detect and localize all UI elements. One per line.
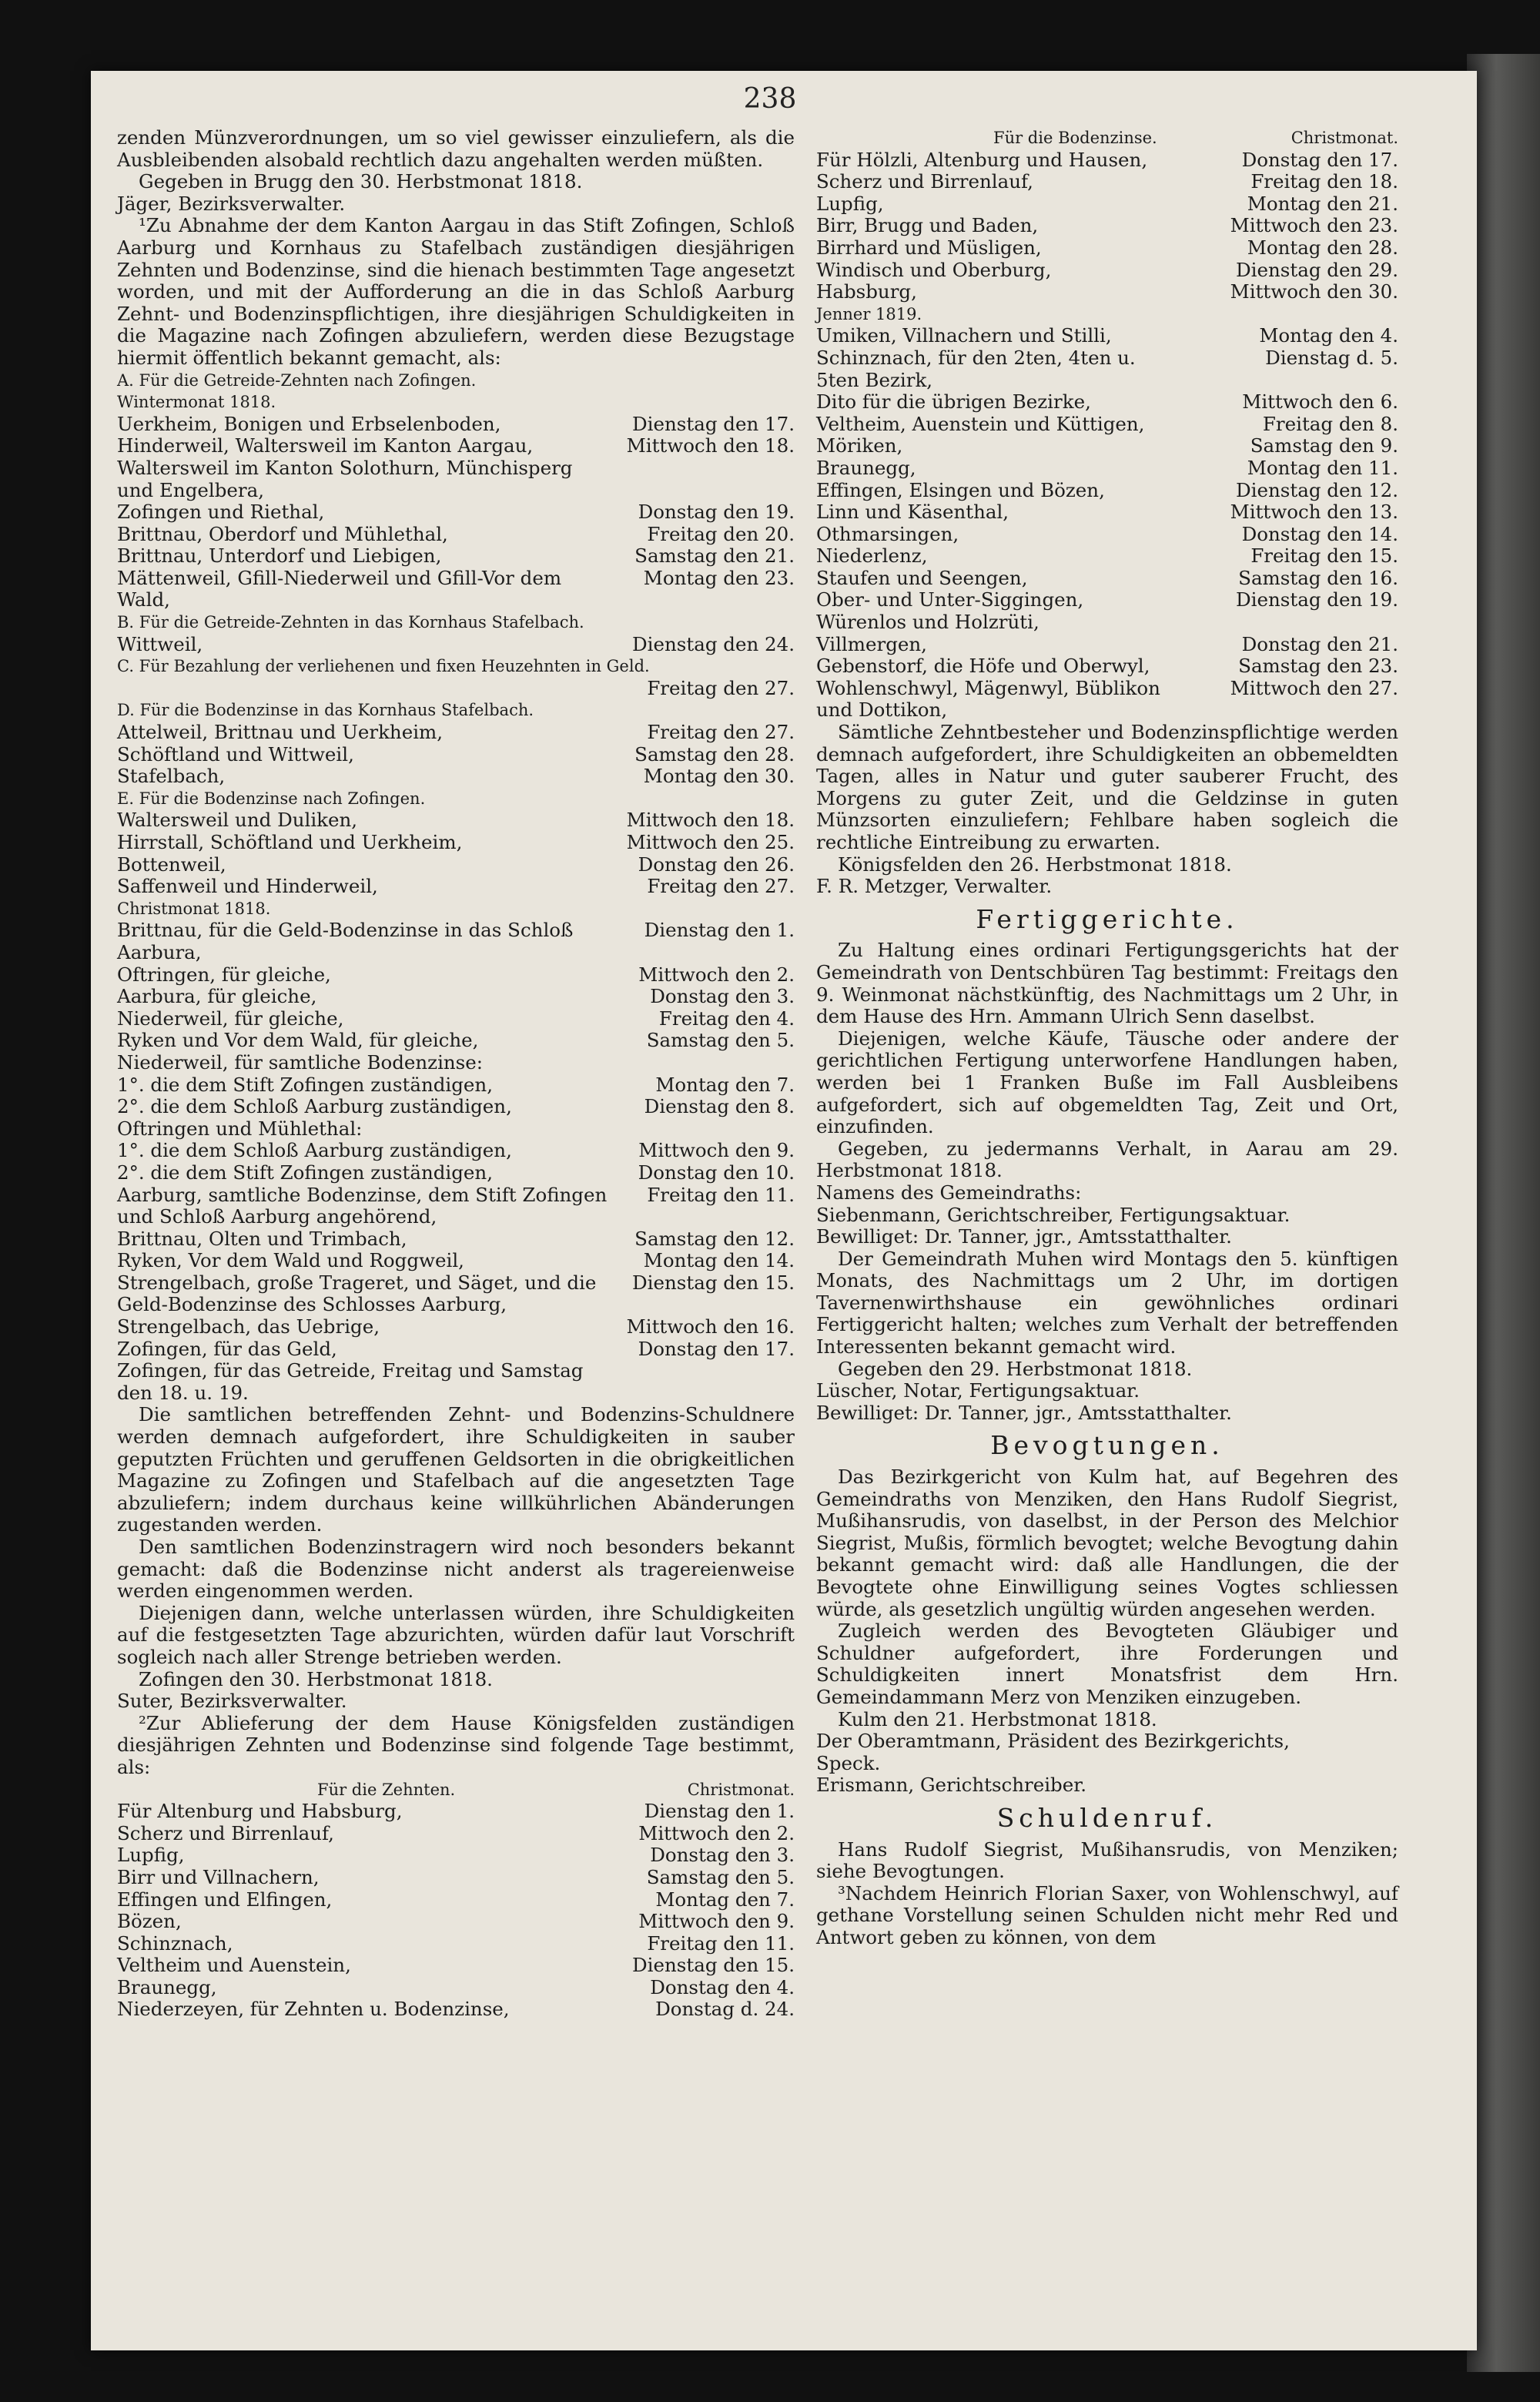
schedule-c bbox=[117, 678, 795, 700]
schedule-row bbox=[117, 634, 795, 656]
schedule-row bbox=[816, 501, 1398, 524]
place-names: Veltheim, Auenstein und Küttigen, bbox=[816, 412, 1145, 435]
paragraph: Sämtliche Zehntbesteher und Bodenzinspflichtige werden demnach aufgefordert, ihre Schuldigkeiten an obbemeldten Tagen, alles in Natur und guter sauberer Frucht, des Morgens zu guter Zeit, und die Geldzinse in guten Münzsorten einzuliefern; Fehlbare haben sogleich die rechtliche Eintreibung zu erwarten. bbox=[816, 721, 1398, 853]
collection-date: Donstag den 26. bbox=[638, 853, 795, 876]
collection-date: Dienstag den 17. bbox=[632, 412, 795, 435]
schedule-bodenzinse bbox=[816, 149, 1398, 303]
schedule-row bbox=[117, 964, 795, 987]
schedule-row bbox=[816, 171, 1398, 193]
paragraph: Die samtlichen betreffenden Zehnt- und Bodenzins-Schuldnere werden demnach aufgefordert, ihre Schuldigkeiten in sauber geputzten Früchten und geruffenen Geldsorten in die obrigkeitlichen Magazine zu Zofingen und Stafelbach auf die angesetzten Tage abzuliefern; indem durchaus keine willkührlichen Abänderungen zugestanden werden. bbox=[117, 1403, 795, 1536]
place-names: Bözen, bbox=[117, 1910, 182, 1933]
approval: Bewilliget: Dr. Tanner, jgr., Amtsstatthalter. bbox=[816, 1401, 1232, 1424]
place-names: Uerkheim, Bonigen und Erbselenboden, bbox=[117, 412, 501, 435]
collection-date: Samstag den 23. bbox=[1238, 655, 1398, 678]
place-names: 2°. die dem Stift Zofingen zuständigen, bbox=[117, 1161, 493, 1184]
collection-date: Mittwoch den 27. bbox=[1230, 676, 1398, 699]
collection-date: Dienstag den 24. bbox=[632, 632, 795, 655]
place-names: Habsburg, bbox=[816, 280, 917, 303]
place-names: Lupfig, bbox=[816, 192, 884, 215]
collection-date: Mittwoch den 13. bbox=[1230, 501, 1398, 524]
schedule-row bbox=[117, 1096, 795, 1118]
paragraph: Gegeben, zu jedermanns Verhalt, in Aarau am 29. Herbstmonat 1818. bbox=[816, 1137, 1398, 1182]
column-header: Für die Zehnten. bbox=[317, 1780, 456, 1799]
schedule-row bbox=[117, 678, 795, 700]
place-names: Hinderweil, Waltersweil im Kanton Aargau, Waltersweil im Kanton Solothurn, Münchisperg und Engelbera, bbox=[117, 434, 573, 501]
schedule-row bbox=[816, 149, 1398, 172]
collection-date: Mittwoch den 2. bbox=[638, 963, 795, 986]
table-header bbox=[816, 127, 1398, 149]
schedule-row bbox=[816, 568, 1398, 590]
schedule-row bbox=[117, 1250, 795, 1272]
schedule-row bbox=[816, 193, 1398, 216]
paragraph: Der Gemeindrath Muhen wird Montags den 5. künftigen Monats, des Nachmittags um 2 Uhr, im dortigen Tavernenwirthshause ein gewöhnliches ordinari Fertiggericht halten; welches zum Verhalt der betreffenden Interessenten bekannt gemacht wird. bbox=[816, 1247, 1398, 1358]
collection-date: Donstag den 21. bbox=[1241, 632, 1398, 655]
place-names: Scherz und Birrenlauf, bbox=[117, 1821, 334, 1844]
schedule-row bbox=[816, 545, 1398, 568]
schedule-row bbox=[117, 1977, 795, 1999]
schedule-row bbox=[117, 854, 795, 876]
collection-date: Donstag den 17. bbox=[1241, 148, 1398, 171]
collection-date: Montag den 4. bbox=[1259, 324, 1398, 347]
schedule-row bbox=[117, 1338, 795, 1361]
collection-date: Mittwoch den 25. bbox=[626, 831, 795, 853]
schedule-row bbox=[816, 391, 1398, 414]
paragraph: Das Bezirkgericht von Kulm hat, auf Begehren des Gemeindraths von Menziken, den Hans Rudolf Siegrist, Mußihansrudis, von daselbst, in der Person des Melchior Siegrist, Mußis, förmlich bevogtet; welche Bevogtung dahin bekannt gemacht wird: daß alle Handlungen, die der Bevogtete ohne Einwilligung seines Vogtes schliessen würde, als gesetzlich ungültig würden angesehen werden. bbox=[816, 1466, 1398, 1620]
schedule-row bbox=[117, 435, 795, 501]
place-names: Othmarsingen, bbox=[816, 522, 959, 545]
schedule-row bbox=[117, 1052, 795, 1074]
dated-line: Gegeben in Brugg den 30. Herbstmonat 1818. bbox=[139, 170, 583, 193]
collection-date: Mittwoch den 18. bbox=[626, 809, 795, 832]
month-label: Wintermonat 1818. bbox=[117, 393, 276, 412]
collection-date: Freitag den 27. bbox=[647, 721, 795, 744]
place-names: Gebenstorf, die Höfe und Oberwyl, bbox=[816, 655, 1150, 678]
schedule-row bbox=[117, 744, 795, 766]
collection-date: Freitag den 27. bbox=[647, 676, 795, 699]
place-names: Staufen und Seengen, bbox=[816, 566, 1028, 589]
right-column bbox=[816, 127, 1398, 1949]
schedule-row bbox=[117, 1801, 795, 1823]
approval: Bewilliget: Dr. Tanner, jgr., Amtsstatthalter. bbox=[816, 1225, 1232, 1248]
collection-date: Dienstag d. 5. bbox=[1265, 346, 1398, 369]
collection-date: Freitag den 4. bbox=[658, 1007, 795, 1030]
schedule-row bbox=[117, 722, 795, 744]
place-names: Niederlenz, bbox=[816, 544, 928, 568]
schedule-row bbox=[117, 414, 795, 436]
section-heading-d: D. Für die Bodenzinse in das Kornhaus Stafelbach. bbox=[117, 701, 534, 720]
dated-line: Zofingen den 30. Herbstmonat 1818. bbox=[139, 1667, 493, 1690]
collection-date: Donstag den 4. bbox=[650, 1975, 795, 1998]
dated-line: Kulm den 21. Herbstmonat 1818. bbox=[838, 1707, 1157, 1730]
place-names: Ryken, Vor dem Wald und Roggweil, bbox=[117, 1249, 464, 1272]
collection-date: Samstag den 5. bbox=[646, 1865, 795, 1888]
place-names: Schöftland und Wittweil, bbox=[117, 742, 354, 765]
collection-date: Freitag den 15. bbox=[1250, 544, 1398, 568]
collection-date: Samstag den 5. bbox=[646, 1029, 795, 1052]
collection-date: Montag den 30. bbox=[643, 765, 795, 788]
schedule-row bbox=[816, 347, 1398, 391]
place-names: Brittnau, Unterdorf und Liebigen, bbox=[117, 544, 442, 568]
section-heading-a: A. Für die Getreide-Zehnten nach Zofingen. bbox=[117, 370, 477, 390]
place-names: Windisch und Oberburg, bbox=[816, 258, 1052, 281]
schedule-row bbox=[816, 589, 1398, 633]
place-names: Zofingen, für das Geld, bbox=[117, 1337, 337, 1360]
schedule-row bbox=[816, 435, 1398, 457]
collection-date: Freitag den 27. bbox=[647, 875, 795, 898]
schedule-row bbox=[117, 524, 795, 546]
column-header: Für die Bodenzinse. bbox=[993, 129, 1157, 147]
place-names: Birr und Villnachern, bbox=[117, 1865, 320, 1888]
collection-date: Mittwoch den 18. bbox=[626, 434, 795, 457]
place-names: Waltersweil und Duliken, bbox=[117, 809, 358, 832]
schedule-row bbox=[117, 1272, 795, 1316]
schedule-row bbox=[117, 1184, 795, 1228]
notice-koenigsfelden: ²Zur Ablieferung der dem Hause Königsfelden zuständigen diesjährigen Zehnten und Bodenzinse sind folgende Tage bestimmt, als: bbox=[117, 1711, 795, 1778]
collection-date: Mittwoch den 2. bbox=[638, 1821, 795, 1844]
place-names: Niederzeyen, für Zehnten u. Bodenzinse, bbox=[117, 1998, 510, 2021]
collection-date: Donstag den 19. bbox=[638, 501, 795, 524]
place-names: Möriken, bbox=[816, 434, 903, 457]
collection-date: Dienstag den 8. bbox=[644, 1095, 795, 1118]
schedule-row bbox=[816, 480, 1398, 502]
place-names: Hirrstall, Schöftland und Uerkheim, bbox=[117, 831, 463, 853]
table-header bbox=[117, 1779, 795, 1801]
heading-fertiggerichte: Fertiggerichte. bbox=[976, 903, 1239, 934]
schedule-row bbox=[117, 1316, 795, 1338]
notice-zofingen: ¹Zu Abnahme der dem Kanton Aargau in das Stift Zofingen, Schloß Aarburg und Kornhaus zu Stafelbach zuständigen diesjährigen Zehnten und Bodenzinse, sind die hienach bestimmten Tage angesetzt worden, und mit der Aufforderung an die in das Schloß Aarburg Zehnt- und Bodenzinspflichtigen, ihre diesjährigen Schuldigkeiten in die Magazine nach Zofingen abzuliefern, werden diese Bezugstage hiermit öffentlich bekannt gemacht, als: bbox=[117, 214, 795, 369]
schedule-row bbox=[117, 986, 795, 1008]
schedule-row bbox=[117, 1360, 795, 1404]
collection-date: Dienstag den 1. bbox=[644, 1800, 795, 1823]
schedule-row bbox=[117, 1008, 795, 1030]
schedule-row bbox=[117, 1844, 795, 1867]
paragraph: Den samtlichen Bodenzinstragern wird noch besonders bekannt gemacht: daß die Bodenzinse nicht anderst als tragereienweise werden eingenommen werden. bbox=[117, 1536, 795, 1603]
place-names: Braunegg, bbox=[816, 456, 916, 479]
signature: Speck. bbox=[816, 1751, 881, 1774]
collection-date: Mittwoch den 30. bbox=[1230, 280, 1398, 303]
signature: Jäger, Bezirksverwalter. bbox=[117, 192, 346, 215]
heading-bevogtungen: Bevogtungen. bbox=[990, 1430, 1224, 1461]
paragraph: ³Nachdem Heinrich Florian Saxer, von Wohlenschwyl, auf gethane Vorstellung seinen Schulden nicht mehr Red und Antwort geben zu können, von dem bbox=[816, 1881, 1398, 1948]
place-names: Linn und Käsenthal, bbox=[816, 501, 1009, 524]
collection-date: Samstag den 16. bbox=[1238, 566, 1398, 589]
place-names: Niederweil, für gleiche, bbox=[117, 1007, 344, 1030]
place-names: Oftringen und Mühlethal: bbox=[117, 1117, 363, 1140]
signature: Der Oberamtmann, Präsident des Bezirkgerichts, bbox=[816, 1730, 1290, 1753]
paragraph: Hans Rudolf Siegrist, Mußihansrudis, von Menziken; siehe Bevogtungen. bbox=[816, 1838, 1398, 1883]
schedule-row bbox=[117, 1955, 795, 1977]
collection-date: Dienstag den 12. bbox=[1236, 478, 1398, 501]
place-names: Zofingen, für das Getreide, Freitag und Samstag den 18. u. 19. bbox=[117, 1359, 584, 1404]
place-names: Villmergen, bbox=[816, 632, 927, 655]
place-names: Schinznach, für den 2ten, 4ten u. 5ten Bezirk, bbox=[816, 346, 1136, 391]
collection-date: Mittwoch den 6. bbox=[1242, 390, 1398, 414]
collection-date: Donstag den 3. bbox=[650, 985, 795, 1008]
collection-date: Mittwoch den 9. bbox=[638, 1139, 795, 1162]
schedule-row bbox=[816, 260, 1398, 282]
schedule-row bbox=[816, 215, 1398, 237]
place-names: Lupfig, bbox=[117, 1844, 185, 1867]
collection-date: Montag den 28. bbox=[1247, 236, 1398, 259]
schedule-b bbox=[117, 634, 795, 656]
collection-date: Mittwoch den 16. bbox=[626, 1315, 795, 1338]
schedule-row bbox=[117, 1162, 795, 1184]
collection-date: Freitag den 11. bbox=[647, 1183, 795, 1206]
collection-date: Montag den 21. bbox=[1247, 192, 1398, 215]
schedule-row bbox=[117, 1823, 795, 1845]
intro-text: zenden Münzverordnungen, um so viel gewisser einzuliefern, als die Ausbleibenden alsobald rechtlich dazu angehalten werden müßten. bbox=[117, 126, 795, 171]
collection-date: Samstag den 28. bbox=[634, 742, 795, 765]
collection-date: Montag den 23. bbox=[643, 566, 795, 589]
signature: Erismann, Gerichtschreiber. bbox=[816, 1774, 1087, 1797]
place-names: Brittnau, für die Geld-Bodenzinse in das Schloß Aarbura, bbox=[117, 919, 574, 963]
place-names: Strengelbach, das Uebrige, bbox=[117, 1315, 380, 1338]
collection-date: Mittwoch den 9. bbox=[638, 1910, 795, 1933]
schedule-row bbox=[117, 1933, 795, 1955]
place-names: Für Hölzli, Altenburg und Hausen, bbox=[816, 148, 1148, 171]
signature: F. R. Metzger, Verwalter. bbox=[816, 875, 1053, 898]
schedule-row bbox=[816, 655, 1398, 678]
collection-date: Donstag den 3. bbox=[650, 1844, 795, 1867]
collection-date: Montag den 11. bbox=[1247, 456, 1398, 479]
collection-date: Samstag den 21. bbox=[634, 544, 795, 568]
schedule-row bbox=[117, 1998, 795, 2021]
place-names: Birr, Brugg und Baden, bbox=[816, 214, 1039, 237]
signature: Lüscher, Notar, Fertigungsaktuar. bbox=[816, 1379, 1140, 1402]
section-heading-e: E. Für die Bodenzinse nach Zofingen. bbox=[117, 789, 426, 808]
collection-date: Montag den 7. bbox=[655, 1073, 795, 1096]
schedule-row bbox=[117, 568, 795, 611]
place-names: Braunegg, bbox=[117, 1975, 217, 1998]
place-names: Brittnau, Olten und Trimbach, bbox=[117, 1227, 407, 1250]
schedule-row bbox=[117, 501, 795, 524]
schedule-jenner bbox=[816, 325, 1398, 722]
paragraph: Gegeben den 29. Herbstmonat 1818. bbox=[838, 1357, 1193, 1380]
place-names: Für Altenburg und Habsburg, bbox=[117, 1800, 403, 1823]
place-names: Effingen, Elsingen und Bözen, bbox=[816, 478, 1105, 501]
schedule-row bbox=[117, 1867, 795, 1889]
collection-date: Donstag d. 24. bbox=[655, 1998, 795, 2021]
schedule-e2 bbox=[117, 920, 795, 1404]
section-heading-b: B. Für die Getreide-Zehnten in das Kornhaus Stafelbach. bbox=[117, 613, 584, 632]
place-names: Wohlenschwyl, Mägenwyl, Büblikon und Dottikon, bbox=[816, 676, 1160, 722]
schedule-row bbox=[117, 1911, 795, 1933]
collection-date: Samstag den 12. bbox=[634, 1227, 795, 1250]
place-names: Stafelbach, bbox=[117, 765, 226, 788]
dated-line: Königsfelden den 26. Herbstmonat 1818. bbox=[838, 853, 1232, 876]
schedule-row bbox=[117, 1140, 795, 1162]
place-names: Dito für die übrigen Bezirke, bbox=[816, 390, 1091, 414]
month-label: Christmonat 1818. bbox=[117, 899, 271, 918]
collection-date: Freitag den 18. bbox=[1250, 170, 1398, 193]
schedule-d bbox=[117, 722, 795, 788]
collection-date: Montag den 7. bbox=[655, 1888, 795, 1911]
schedule-row bbox=[816, 634, 1398, 656]
schedule-a bbox=[117, 414, 795, 611]
signature: Suter, Bezirksverwalter. bbox=[117, 1690, 347, 1713]
page-number: 238 bbox=[743, 83, 797, 115]
collection-date: Dienstag den 1. bbox=[644, 919, 795, 942]
month-label: Jenner 1819. bbox=[816, 304, 922, 323]
schedule-row bbox=[117, 809, 795, 832]
collection-date: Dienstag den 19. bbox=[1236, 588, 1398, 611]
place-names: Brittnau, Oberdorf und Mühlethal, bbox=[117, 522, 448, 545]
schedule-row bbox=[117, 876, 795, 898]
schedule-row bbox=[816, 281, 1398, 303]
schedule-row bbox=[117, 545, 795, 568]
paragraph: Zu Haltung eines ordinari Fertigungsgerichts hat der Gemeindrath von Dentschbüren Tag bestimmt: Freitags den 9. Weinmonat nächstkünftig, des Nachmittags um 2 Uhr, in dem Hause des Hrn. Ammann Ulrich Senn daselbst. bbox=[816, 939, 1398, 1028]
place-names: 2°. die dem Schloß Aarburg zuständigen, bbox=[117, 1095, 512, 1118]
signature: Siebenmann, Gerichtschreiber, Fertigungsaktuar. bbox=[816, 1203, 1291, 1226]
section-heading-c: C. Für Bezahlung der verliehenen und fixen Heuzehnten in Geld. bbox=[117, 657, 650, 676]
collection-date: Donstag den 14. bbox=[1241, 522, 1398, 545]
place-names: Oftringen, für gleiche, bbox=[117, 963, 331, 986]
place-names: Effingen und Elfingen, bbox=[117, 1888, 333, 1911]
paragraph: Diejenigen, welche Käufe, Täusche oder andere der gerichtlichen Fertigung unterworfene Handlungen haben, werden bei 1 Franken Buße im Fall Ausbleibens aufgefordert, sich auf obgemeldten Tag, Zeit und Ort, einzufinden. bbox=[816, 1027, 1398, 1138]
collection-date: Montag den 14. bbox=[643, 1249, 795, 1272]
place-names: Zofingen und Riethal, bbox=[117, 501, 325, 524]
collection-date: Dienstag den 15. bbox=[632, 1954, 795, 1977]
adjacent-page-edge bbox=[1467, 54, 1540, 2372]
collection-date bbox=[614, 1118, 795, 1141]
place-names: Ryken und Vor dem Wald, für gleiche, bbox=[117, 1029, 479, 1052]
place-names: Schinznach, bbox=[117, 1931, 233, 1955]
collection-date: Donstag den 10. bbox=[638, 1161, 795, 1184]
schedule-row bbox=[117, 832, 795, 854]
schedule-row bbox=[816, 678, 1398, 722]
place-names: Aarbura, für gleiche, bbox=[117, 985, 317, 1008]
place-names: Niederweil, für samtliche Bodenzinse: bbox=[117, 1050, 484, 1074]
schedule-row bbox=[117, 1228, 795, 1251]
column-header: Christmonat. bbox=[1291, 129, 1398, 147]
schedule-row bbox=[117, 1889, 795, 1911]
place-names: Scherz und Birrenlauf, bbox=[816, 170, 1033, 193]
paragraph: Zugleich werden des Bevogteten Gläubiger und Schuldner aufgefordert, ihre Forderungen und Schuldigkeiten innert Monatsfrist dem Hrn. Gemeindammann Merz von Menziken einzugeben. bbox=[816, 1620, 1398, 1708]
schedule-row bbox=[117, 765, 795, 788]
left-column bbox=[117, 127, 795, 2021]
collection-date bbox=[614, 1360, 795, 1404]
collection-date: Mittwoch den 23. bbox=[1230, 214, 1398, 237]
schedule-zehnten bbox=[117, 1801, 795, 2021]
place-names: Ober- und Unter-Siggingen, Würenlos und Holzrüti, bbox=[816, 588, 1084, 634]
collection-date: Freitag den 8. bbox=[1262, 412, 1398, 435]
schedule-row bbox=[117, 920, 795, 963]
heading-schuldenruf: Schuldenruf. bbox=[996, 1802, 1218, 1833]
schedule-row bbox=[816, 237, 1398, 260]
place-names bbox=[117, 678, 614, 700]
schedule-row bbox=[816, 457, 1398, 480]
collection-date: Freitag den 20. bbox=[647, 522, 795, 545]
collection-date: Dienstag den 15. bbox=[632, 1271, 795, 1294]
place-names: Strengelbach, große Trageret, und Säget, und die Geld-Bodenzinse des Schlosses Aarburg, bbox=[117, 1271, 597, 1316]
place-names: Aarburg, samtliche Bodenzinse, dem Stift Zofingen und Schloß Aarburg angehörend, bbox=[117, 1183, 608, 1228]
place-names: Birrhard und Müsligen, bbox=[816, 236, 1042, 259]
place-names: Veltheim und Auenstein, bbox=[117, 1954, 351, 1977]
collection-date: Donstag den 17. bbox=[638, 1337, 795, 1360]
schedule-e bbox=[117, 809, 795, 897]
collection-date bbox=[614, 1052, 795, 1074]
place-names: 1°. die dem Schloß Aarburg zuständigen, bbox=[117, 1139, 512, 1162]
signature: Namens des Gemeindraths: bbox=[816, 1181, 1082, 1204]
place-names: 1°. die dem Stift Zofingen zuständigen, bbox=[117, 1073, 493, 1096]
place-names: Bottenweil, bbox=[117, 853, 226, 876]
place-names: Attelweil, Brittnau und Uerkheim, bbox=[117, 721, 444, 744]
place-names: Mättenweil, Gfill-Niederweil und Gfill-Vor dem Wald, bbox=[117, 566, 562, 611]
collection-date: Samstag den 9. bbox=[1250, 434, 1398, 457]
place-names: Saffenweil und Hinderweil, bbox=[117, 875, 378, 898]
collection-date: Freitag den 11. bbox=[647, 1931, 795, 1955]
schedule-row bbox=[816, 414, 1398, 436]
column-header: Christmonat. bbox=[687, 1780, 795, 1799]
schedule-row bbox=[117, 1074, 795, 1097]
place-names: Umiken, Villnachern und Stilli, bbox=[816, 324, 1112, 347]
schedule-row bbox=[816, 524, 1398, 546]
collection-date: Dienstag den 29. bbox=[1236, 258, 1398, 281]
place-names: Wittweil, bbox=[117, 632, 203, 655]
schedule-row bbox=[117, 1030, 795, 1052]
schedule-row bbox=[117, 1118, 795, 1141]
schedule-row bbox=[816, 325, 1398, 347]
paragraph: Diejenigen dann, welche unterlassen würden, ihre Schuldigkeiten auf die festgesetzten Tage abzurichten, würden dafür laut Vorschrift sogleich nach aller Strenge betrieben werden. bbox=[117, 1601, 795, 1668]
